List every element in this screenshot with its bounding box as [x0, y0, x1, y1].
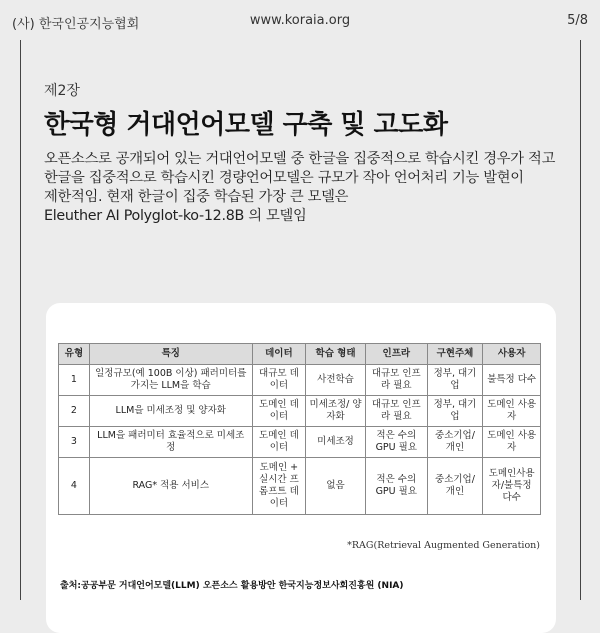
table-cell: 도메인 사용자	[483, 427, 541, 458]
page-title: 한국형 거대언어모델 구축 및 고도화	[44, 110, 448, 140]
left-border-line	[20, 40, 21, 600]
table-cell: 사전학습	[306, 365, 366, 396]
table-cell: 도메인 데이터	[252, 427, 306, 458]
table-cell: 정부, 대기업	[427, 396, 483, 427]
table-cell: 4	[59, 458, 90, 515]
table-cell: 없음	[306, 458, 366, 515]
header-cell: 구현주체	[427, 344, 483, 365]
header-cell: 학습 형태	[306, 344, 366, 365]
header-cell: 사용자	[483, 344, 541, 365]
table-row	[59, 458, 541, 515]
body-line: 오픈소스로 공개되어 있는 거대언어모델 중 한글을 집중적으로 학습시킨 경우가 적고	[44, 151, 556, 167]
table-cell: 도메인 데이터	[252, 396, 306, 427]
table-cell: 1	[59, 365, 90, 396]
org-name: (사) 한국인공지능협회	[12, 17, 140, 32]
table-cell: 불특정 다수	[483, 365, 541, 396]
table-cell: 미세조정	[306, 427, 366, 458]
body-line: 제한적임. 현재 한글이 집중 학습된 가장 큰 모델은	[44, 189, 349, 205]
table-cell: LLM을 미세조정 및 양자화	[89, 396, 252, 427]
table-cell: LLM을 패러미터 효율적으로 미세조정	[89, 427, 252, 458]
table-cell: 도메인사용 자/불특정 다수	[483, 458, 541, 515]
table-cell: 적은 수의 GPU 필요	[365, 427, 427, 458]
body-line: 한글을 집중적으로 학습시킨 경량언어모델은 규모가 작아 언어처리 기능 발현이	[44, 170, 524, 186]
table-cell: 대규모 데이터	[252, 365, 306, 396]
table-row	[59, 396, 541, 427]
table-cell: 중소기업/ 개인	[427, 458, 483, 515]
table-row	[59, 427, 541, 458]
llm-type-table	[58, 343, 541, 515]
table-row	[59, 365, 541, 396]
table-cell: 대규모 인프라 필요	[365, 396, 427, 427]
table-cell: 중소기업/ 개인	[427, 427, 483, 458]
chapter-label: 제2장	[44, 83, 80, 99]
table-cell: 2	[59, 396, 90, 427]
source-citation: 출처:공공부문 거대언어모델(LLM) 오픈소스 활용방안 한국지능정보사회진흥원 (NIA)	[60, 581, 404, 591]
body-line: Eleuther AI Polyglot-ko-12.8B 의 모델임	[44, 208, 307, 224]
table-cell: 도메인 사용자	[483, 396, 541, 427]
table-cell: 미세조정/ 양자화	[306, 396, 366, 427]
body-text	[44, 150, 574, 226]
table-header-row	[59, 344, 541, 365]
right-border-line	[580, 40, 581, 600]
table-card	[46, 303, 556, 633]
table-cell: 정부, 대기업	[427, 365, 483, 396]
table-cell: RAG* 적용 서비스	[89, 458, 252, 515]
website-link[interactable]: www.koraia.org	[249, 13, 351, 28]
header-cell: 특징	[89, 344, 252, 365]
header-cell: 데이터	[252, 344, 306, 365]
table-cell: 대규모 인프라 필요	[365, 365, 427, 396]
header-cell: 인프라	[365, 344, 427, 365]
footnote: *RAG(Retrieval Augmented Generation)	[347, 540, 540, 551]
page-indicator: 5/8	[567, 13, 588, 28]
table-cell: 적은 수의 GPU 필요	[365, 458, 427, 515]
table-cell: 일정규모(예 100B 이상) 패러미터를 가지는 LLM을 학습	[89, 365, 252, 396]
header-bar	[0, 0, 600, 40]
header-cell: 유형	[59, 344, 90, 365]
table-cell: 3	[59, 427, 90, 458]
table-cell: 도메인 + 실시간 프롬프트 데이터	[252, 458, 306, 515]
